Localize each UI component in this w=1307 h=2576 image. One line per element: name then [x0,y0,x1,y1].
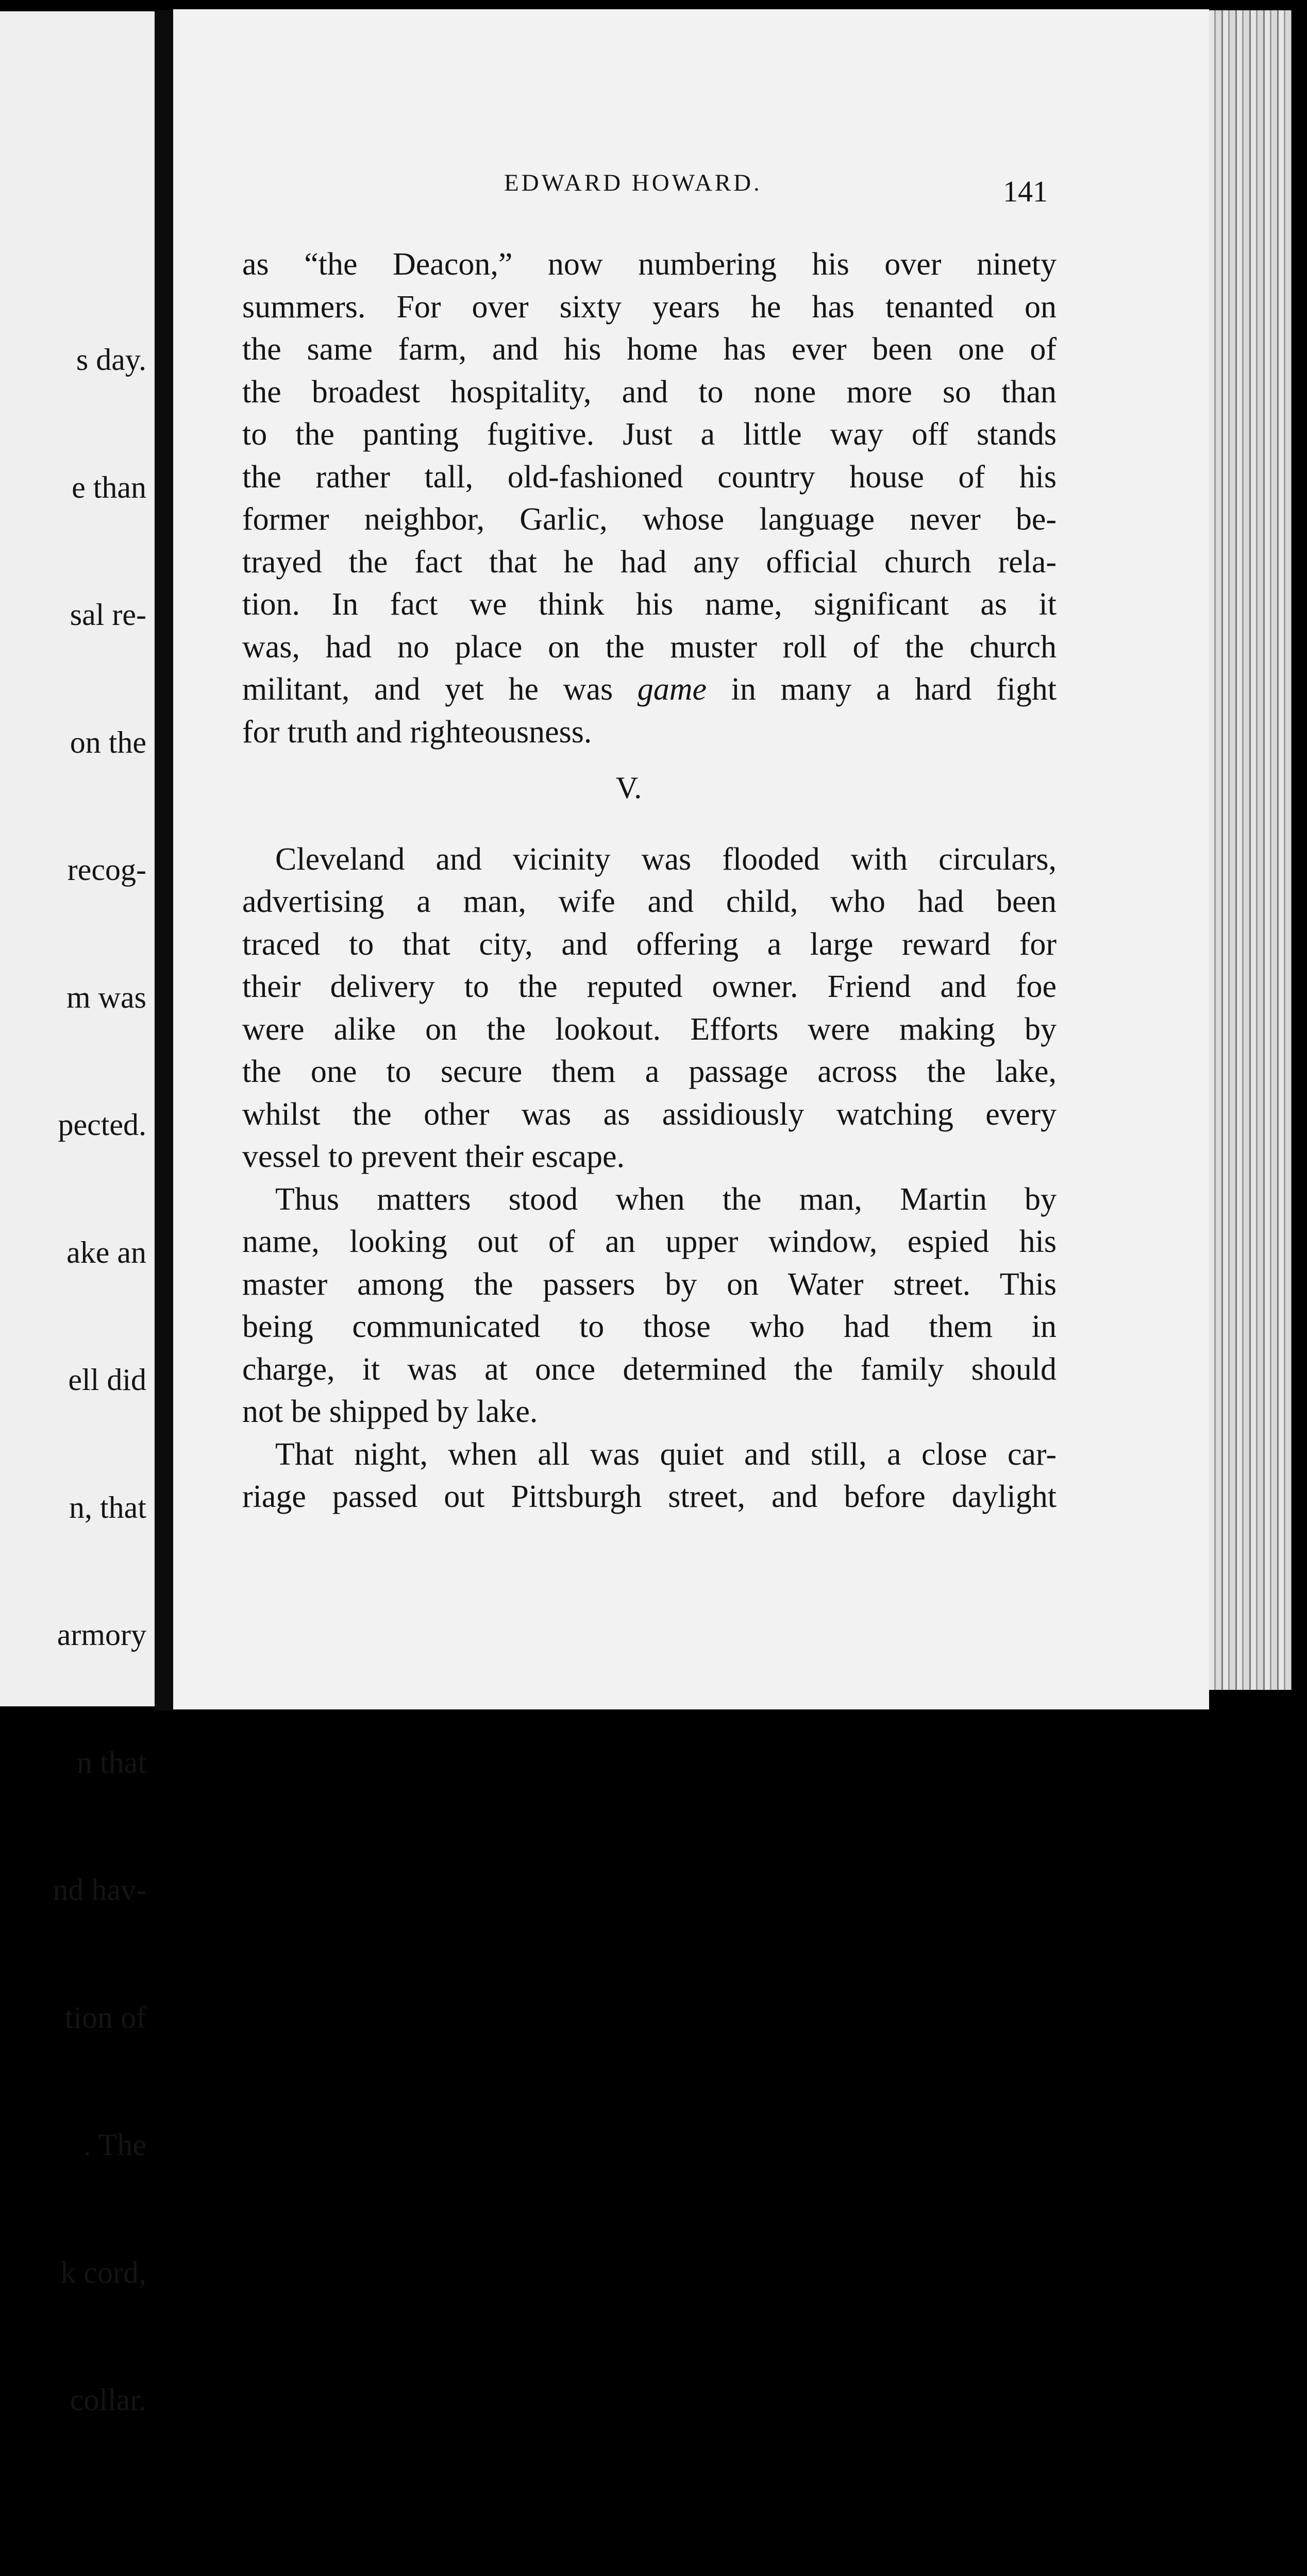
italic-word: game [637,672,707,707]
text-line: being communicated to those who had them in [242,1309,1057,1344]
text-line: charge, it was at once determined the family should [242,1351,1057,1387]
text-line: the same farm, and his home has ever been one of [242,332,1057,367]
previous-page-line: armory [57,1618,146,1652]
text-line: former neighbor, Garlic, whose language never be- [242,502,1057,537]
section-heading: V. [615,771,642,805]
text-line: That night, when all was quiet and still, a close car- [275,1436,1057,1472]
previous-page-line: n that [77,1745,146,1780]
previous-page-line: n, that [69,1490,146,1524]
text-line: not be shipped by lake. [242,1394,538,1429]
previous-page-line: tion of [64,2000,146,2035]
running-head: EDWARD HOWARD. [504,170,762,196]
previous-page-line: sal re- [70,598,146,632]
text-line: advertising a man, wife and child, who had been [242,884,1057,919]
text-line: Cleveland and vicinity was flooded with circulars, [275,841,1057,877]
text-line: summers. For over sixty years he has tenanted on [242,289,1057,325]
text-line: whilst the other was as assidiously watching every [242,1096,1057,1132]
text-line: were alike on the lookout. Efforts were making by [242,1011,1057,1047]
previous-page-blank-line [47,2506,146,2549]
text-line: tion. In fact we think his name, significant as it [242,587,1057,622]
text-run: in many a hard fight [707,672,1057,707]
previous-page-line: recog- [67,853,146,887]
previous-page-line: on the [70,725,146,759]
page-edges [1209,10,1292,1690]
previous-page-line: m was [66,980,146,1014]
text-line: vessel to prevent their escape. [242,1139,625,1174]
previous-page-line: ake an [66,1235,146,1269]
previous-page-line: collar. [70,2383,146,2417]
previous-page-line: nd hav- [53,1873,146,1907]
text-line: Thus matters stood when the man, Martin by [275,1181,1057,1217]
previous-page-line: . The [83,2128,146,2162]
text-line-with-italic [242,668,1057,711]
previous-page-line: e than [72,470,146,504]
text-line: the broadest hospitality, and to none more so than [242,374,1057,410]
previous-page-text [47,253,146,2576]
text-line: their delivery to the reputed owner. Friend and foe [242,969,1057,1004]
text-line: riage passed out Pittsburgh street, and before daylight [242,1479,1057,1514]
text-run: militant, and yet he was [242,672,638,707]
previous-page-line: pected. [58,1108,146,1142]
body-text [242,243,1057,1518]
text-line: for truth and righteousness. [242,714,592,750]
previous-page-line: k cord, [60,2255,146,2290]
previous-page-line: ell did [68,1363,146,1397]
book-gutter [155,10,175,1710]
text-line: to the panting fugitive. Just a little way off stands [242,417,1057,452]
text-line: the rather tall, old-fashioned country house of his [242,459,1057,495]
page-number: 141 [1003,175,1048,208]
text-line: was, had no place on the muster roll of the church [242,629,1057,665]
text-line: name, looking out of an upper window, espied his [242,1224,1057,1259]
text-line: the one to secure them a passage across the lake, [242,1054,1057,1089]
text-line: traced to that city, and offering a large reward for [242,926,1057,962]
previous-page-line: s day. [76,343,146,377]
text-line: master among the passers by on Water street. This [242,1266,1057,1302]
text-line: as “the Deacon,” now numbering his over ninety [242,247,1057,282]
text-line: trayed the fact that he had any official church rela- [242,544,1057,580]
previous-page-fragment [0,11,158,2417]
